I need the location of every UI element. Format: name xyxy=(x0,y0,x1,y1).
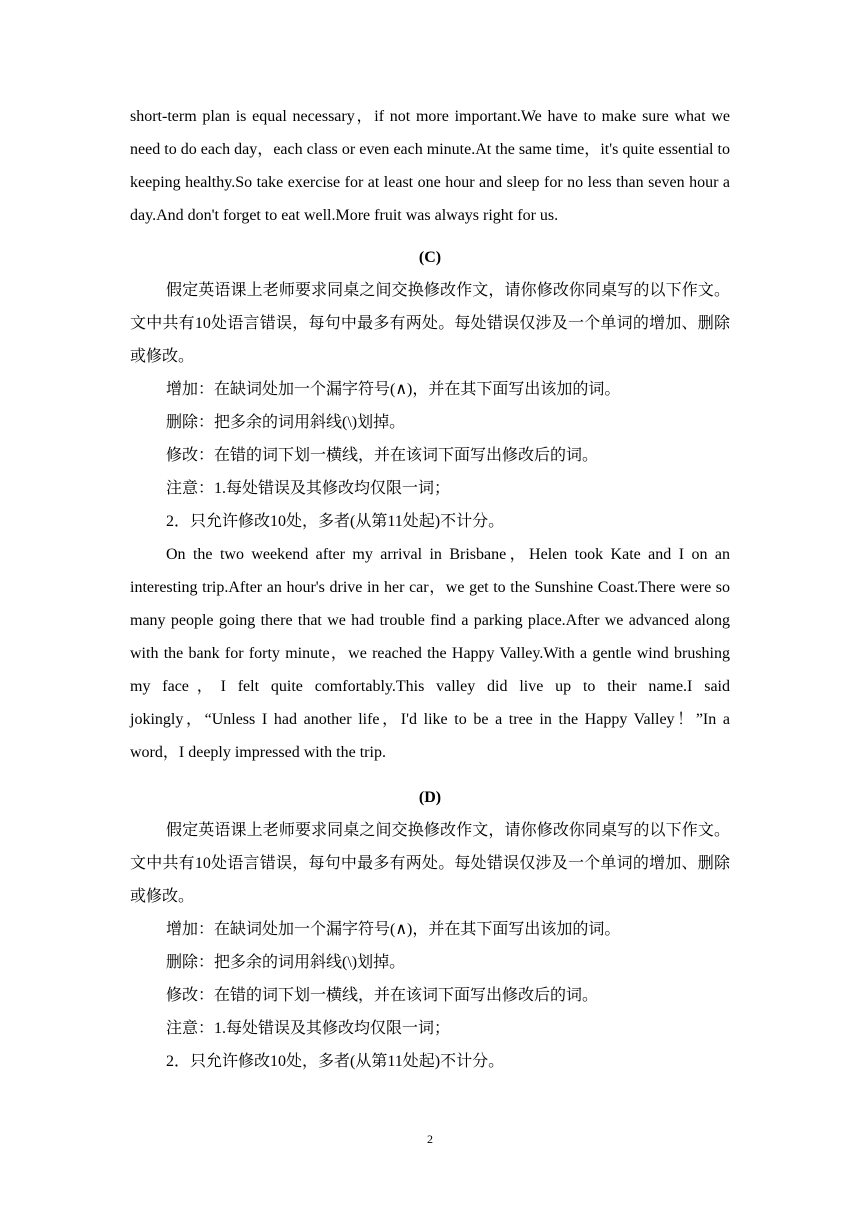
section-c-note-1: 注意：1.每处错误及其修改均仅限一词； xyxy=(166,480,451,497)
continued-paragraph: short-term plan is equal necessary，if not more important.We have to make sure what we need to do each day，each class or even each minute.At the same time，it's quite essential to keeping healthy.So take exercise for at least one hour and sleep for no less than seven hour a day.And don't forget to eat well.More fruit was always right for us. xyxy=(130,108,730,224)
section-c-note-2: 2．只允许修改10处，多者(从第11处起)不计分。 xyxy=(166,513,505,530)
section-d-instruction: 假定英语课上老师要求同桌之间交换修改作文，请你修改你同桌写的以下作文。文中共有10处语言错误，每句中最多有两处。每处错误仅涉及一个单词的增加、删除或修改。 xyxy=(130,822,730,905)
section-c-heading: (C) xyxy=(418,249,442,266)
section-c-passage: On the two weekend after my arrival in Brisbane，Helen took Kate and I on an interesting trip.After an hour's drive in her car，we get to the Sunshine Coast.There were so many people going there that we had trouble find a parking place.After we advanced along with the bank for forty minute，we reached the Happy Valley.With a gentle wind brushing my face，I felt quite comfortably.This valley did live up to their name.I said jokingly，“Unless I had another life，I'd like to be a tree in the Happy Valley！”In a word，I deeply impressed with the trip. xyxy=(130,546,730,761)
section-d-heading: (D) xyxy=(418,789,442,806)
section-c-add-rule: 增加：在缺词处加一个漏字符号(∧)，并在其下面写出该加的词。 xyxy=(166,381,621,398)
section-d-modify-rule: 修改：在错的词下划一横线，并在该词下面写出修改后的词。 xyxy=(166,987,599,1004)
section-d-delete-rule: 删除：把多余的词用斜线(\)划掉。 xyxy=(166,954,406,971)
section-d-note-1: 注意：1.每处错误及其修改均仅限一词； xyxy=(166,1020,451,1037)
section-c-instruction: 假定英语课上老师要求同桌之间交换修改作文，请你修改你同桌写的以下作文。文中共有10处语言错误，每句中最多有两处。每处错误仅涉及一个单词的增加、删除或修改。 xyxy=(130,282,730,365)
section-c-delete-rule: 删除：把多余的词用斜线(\)划掉。 xyxy=(166,414,406,431)
section-c-modify-rule: 修改：在错的词下划一横线，并在该词下面写出修改后的词。 xyxy=(166,447,599,464)
section-d-add-rule: 增加：在缺词处加一个漏字符号(∧)，并在其下面写出该加的词。 xyxy=(166,921,621,938)
section-d-note-2: 2．只允许修改10处，多者(从第11处起)不计分。 xyxy=(166,1053,505,1070)
document-page xyxy=(130,100,730,1078)
page-number: 2 xyxy=(427,1132,433,1146)
